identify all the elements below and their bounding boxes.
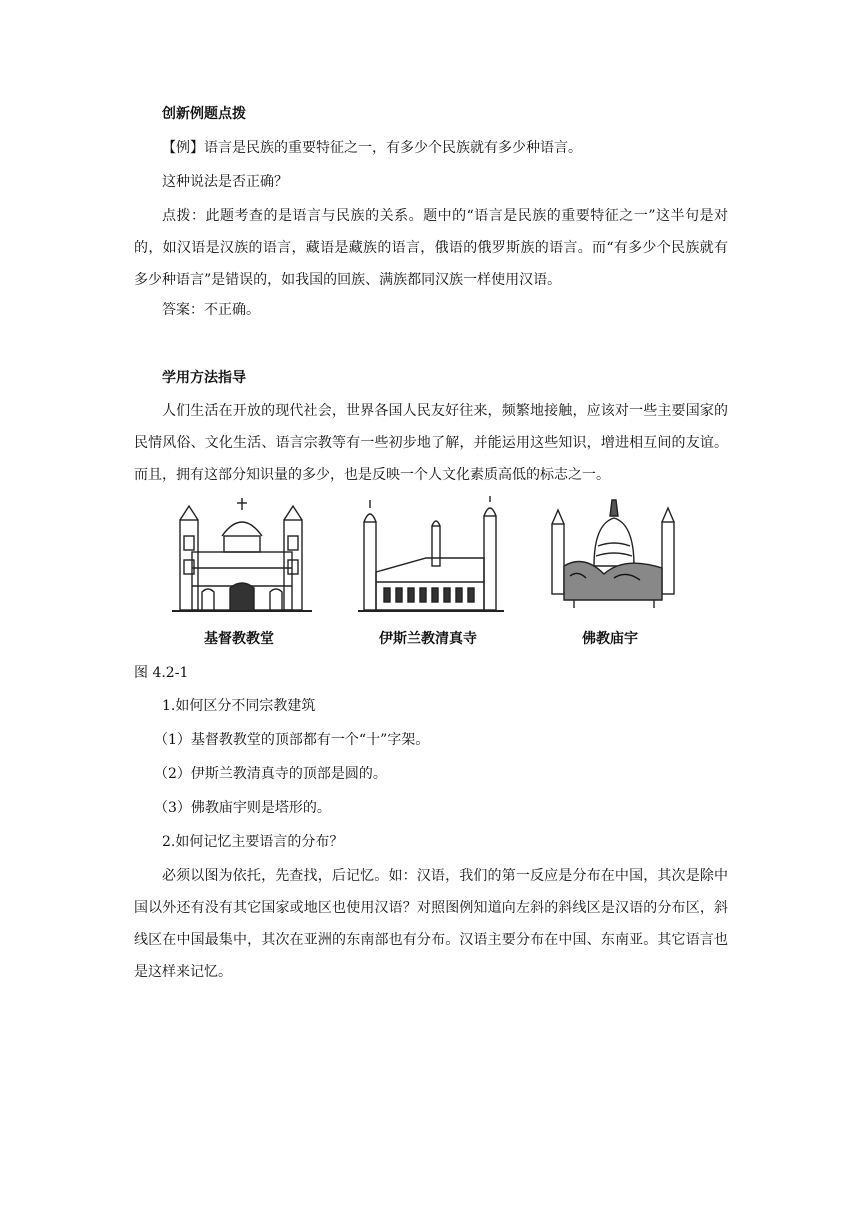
q1-item-2: （2）伊斯兰教清真寺的顶部是圆的。: [154, 766, 387, 782]
church-illustration: [172, 496, 324, 621]
question-line: 这种说法是否正确？: [162, 174, 288, 190]
figure-label: 图 4.2-1: [134, 665, 189, 681]
question-2: 2.如何记忆主要语言的分布？: [162, 834, 344, 850]
section-heading-example: 创新例题点拨: [162, 106, 246, 122]
caption-church: 基督教教堂: [204, 631, 274, 647]
q1-item-3: （3）佛教庙宇则是塔形的。: [154, 800, 331, 816]
mosque-illustration: [354, 496, 514, 621]
caption-temple: 佛教庙宇: [582, 631, 638, 647]
q2-answer-paragraph: 必须以图为依托，先查找，后记忆。如：汉语，我们的第一反应是分布在中国，其次是除中国以外还有没有其它国家或地区也使用汉语？对照图例知道向左斜的斜线区是汉语的分布区，斜线区在中国最集中，其次在亚洲的东南部也有分布。汉语主要分布在中国、东南亚。其它语言也是这样来记忆。: [134, 868, 728, 980]
answer-line: 答案：不正确。: [162, 302, 260, 318]
analysis-paragraph: 点拨：此题考查的是语言与民族的关系。题中的“语言是民族的重要特征之一”这半句是对的，如汉语是汉族的语言，藏语是藏族的语言，俄语的俄罗斯族的语言。而“有多少个民族就有多少种语言”是错误的，如我国的回族、满族都同汉族一样使用汉语。: [134, 208, 728, 288]
example-line: 【例】语言是民族的重要特征之一，有多少个民族就有多少种语言。: [162, 140, 582, 156]
q1-item-1: （1）基督教教堂的顶部都有一个“十”字架。: [154, 732, 430, 748]
question-1: 1.如何区分不同宗教建筑: [162, 698, 316, 714]
section-heading-methods: 学用方法指导: [162, 370, 246, 386]
intro-paragraph: 人们生活在开放的现代社会，世界各国人民友好往来，频繁地接触，应该对一些主要国家的民情风俗、文化生活、语言宗教等有一些初步地了解，并能运用这些知识，增进相互间的友谊。而且，拥有这部分知识量的多少，也是反映一个人文化素质高低的标志之一。: [134, 403, 728, 483]
religious-buildings-figure: [164, 496, 704, 646]
caption-mosque: 伊斯兰教清真寺: [379, 631, 477, 647]
temple-illustration: [544, 496, 694, 621]
